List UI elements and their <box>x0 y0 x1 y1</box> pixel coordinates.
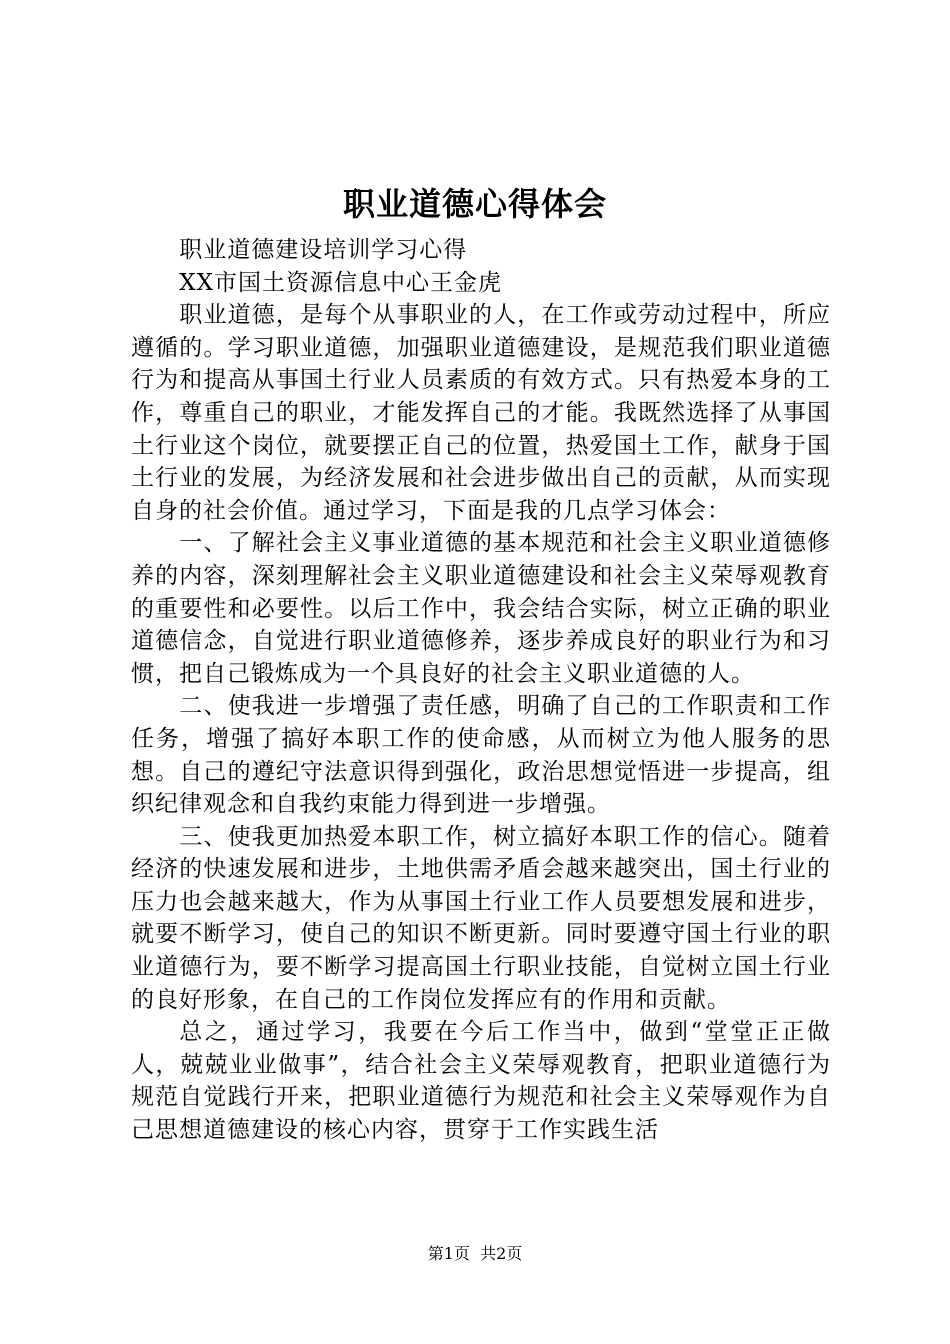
subtitle-line: 职业道德建设培训学习心得 <box>179 237 468 263</box>
page-footer <box>0 1242 950 1266</box>
document-title: 职业道德心得体会 <box>342 185 607 223</box>
page-number: 第1页 <box>427 1244 470 1263</box>
paragraph-conclusion: 总之，通过学习，我要在今后工作当中，做到“堂堂正正做人，兢兢业业做事”，结合社会主义荣辱观教育，把职业道德行为规范自觉践行开来，把职业道德行为规范和社会主义荣辱观作为自己思想道德建设的核心内容，贯穿于工作实践生活 <box>131 1019 831 1144</box>
paragraph-point-2: 二、使我进一步增强了责任感，明确了自己的工作职责和工作任务，增强了搞好本职工作的使命感，从而树立为他人服务的思想。自己的遵纪守法意识得到强化，政治思想觉悟进一步提高，组织纪律观念和自我约束能力得到进一步增强。 <box>131 693 831 818</box>
paragraph-point-3: 三、使我更加热爱本职工作，树立搞好本职工作的信心。随着经济的快速发展和进步，土地供需矛盾会越来越突出，国土行业的压力也会越来越大，作为从事国土行业工作人员要想发展和进步，就要不断学习，使自己的知识不断更新。同时要遵守国土行业的职业道德行为，要不断学习提高国土行职业技能，自觉树立国土行业的良好形象，在自己的工作岗位发挥应有的作用和贡献。 <box>131 823 831 1013</box>
paragraph-intro: 职业道德，是每个从事职业的人，在工作或劳动过程中，所应遵循的。学习职业道德，加强职业道德建设，是规范我们职业道德行为和提高从事国土行业人员素质的有效方式。只有热爱本身的工作，尊重自己的职业，才能发挥自己的才能。我既然选择了从事国土行业这个岗位，就要摆正自己的位置，热爱国土工作，献身于国土行业的发展，为经济发展和社会进步做出自己的贡献，从而实现自身的社会价值。通过学习，下面是我的几点学习体会： <box>131 302 831 524</box>
document-body <box>131 234 831 1147</box>
author-line: XX市国土资源信息中心王金虎 <box>179 269 503 296</box>
paragraph-point-1: 一、了解社会主义事业道德的基本规范和社会主义职业道德修养的内容，深刻理解社会主义职业道德建设和社会主义荣辱观教育的重要性和必要性。以后工作中，我会结合实际，树立正确的职业道德信念，自觉进行职业道德修养，逐步养成良好的职业行为和习惯，把自己锻炼成为一个具良好的社会主义职业道德的人。 <box>131 530 831 687</box>
page-total: 共2页 <box>480 1244 523 1263</box>
